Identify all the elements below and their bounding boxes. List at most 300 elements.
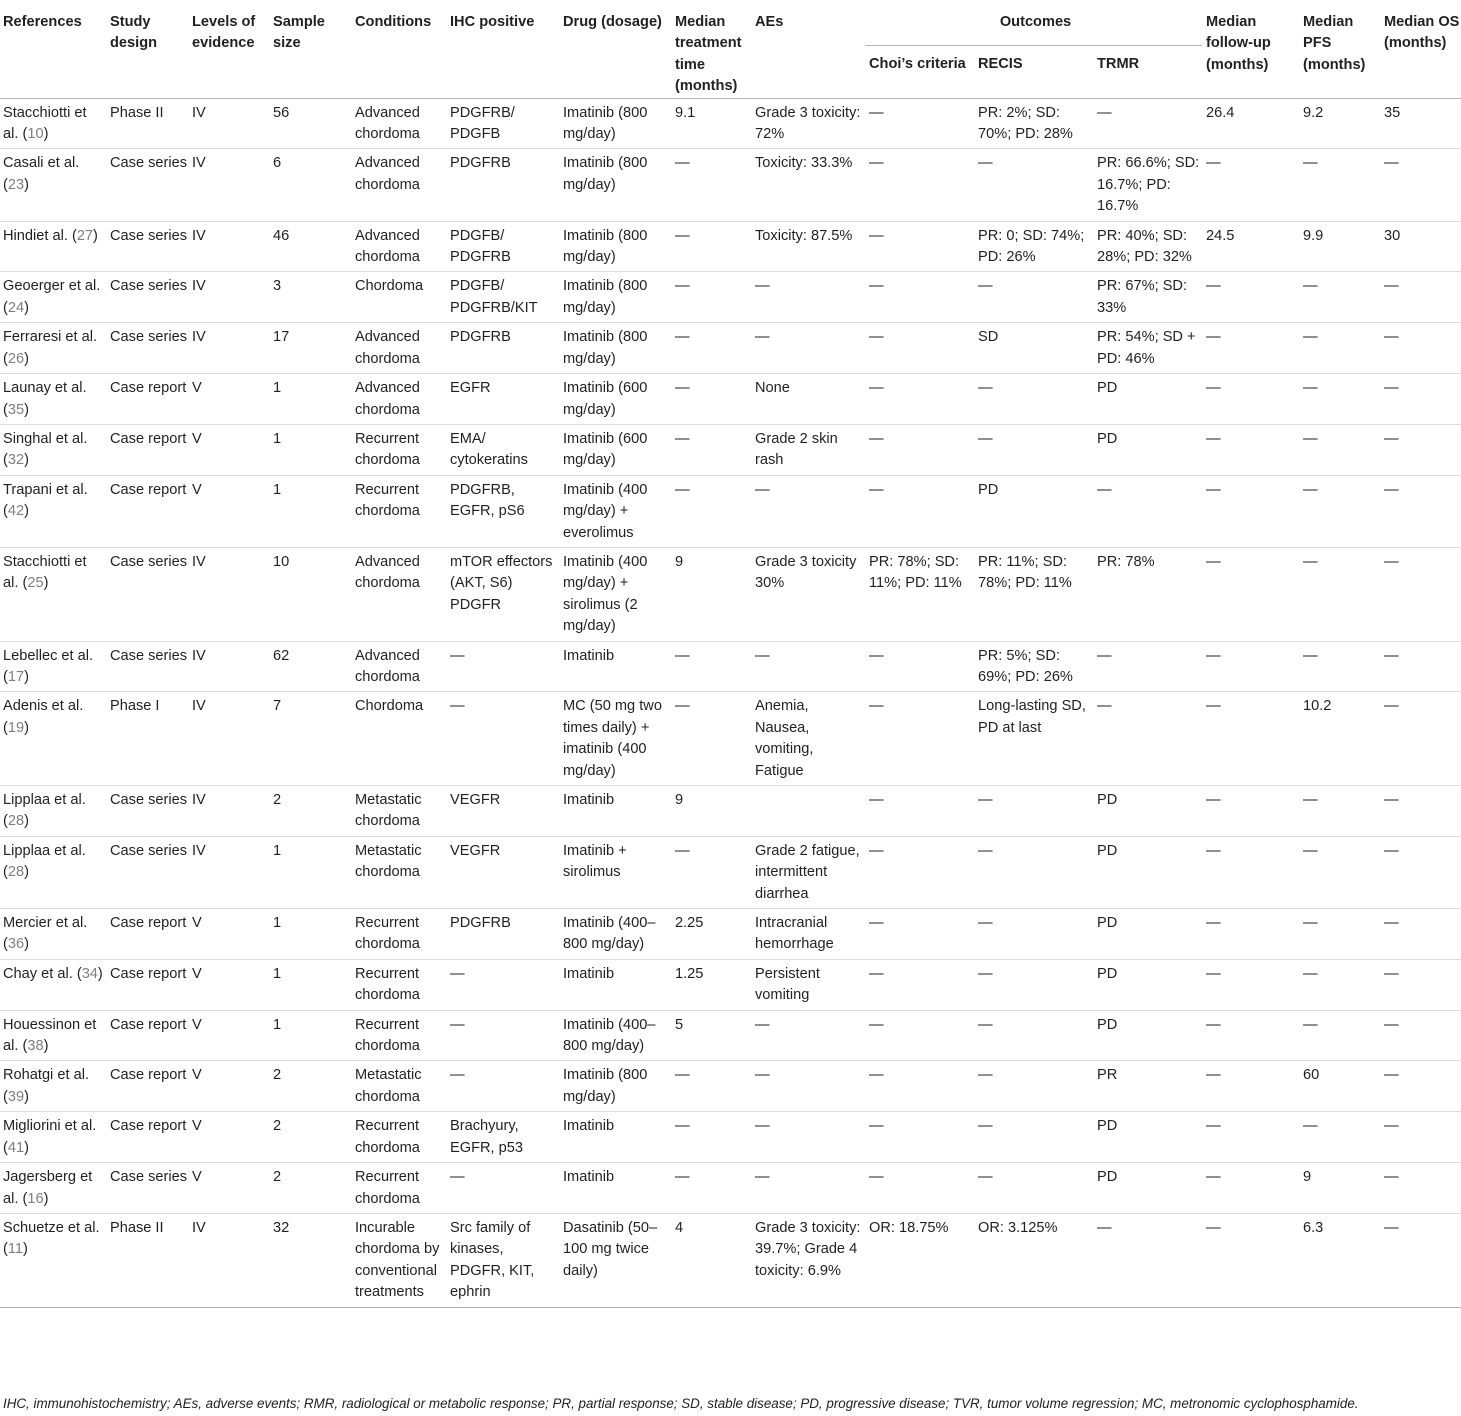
- cell-recis: SD: [978, 329, 999, 346]
- cell-study-design: Phase II: [110, 1219, 164, 1236]
- cell-median-follow-up: —: [1206, 1067, 1221, 1084]
- cell-median-treatment-time: —: [675, 1169, 690, 1186]
- cell-drug-dosage: Imatinib (400–800 mg/day): [563, 915, 656, 953]
- cell-ihc-positive: VEGFR: [450, 792, 501, 808]
- table-row: [0, 323, 1461, 374]
- cell-median-treatment-time: —: [675, 481, 690, 498]
- cell-median-treatment-time: —: [675, 842, 690, 859]
- cell-level-of-evidence: V: [192, 915, 202, 932]
- cell-median-follow-up: —: [1206, 278, 1221, 295]
- cell-trmr: —: [1097, 698, 1112, 715]
- cell-trmr: PD: [1097, 430, 1118, 447]
- reference-author: Casali et al. (: [3, 155, 80, 193]
- cell-median-follow-up: —: [1206, 792, 1221, 808]
- cell-recis: PD: [978, 481, 999, 498]
- cell-adverse-events: Grade 3 toxicity 30%: [755, 553, 857, 592]
- cell-drug-dosage: Imatinib: [563, 647, 615, 664]
- cell-median-os: —: [1384, 965, 1399, 982]
- cell-sample-size: 1: [273, 481, 282, 498]
- cell-level-of-evidence: IV: [192, 842, 206, 859]
- cell-choi-criteria: —: [869, 104, 884, 121]
- cell-adverse-events: —: [755, 1016, 770, 1033]
- cell-sample-size: 2: [273, 1169, 282, 1186]
- cell-level-of-evidence: V: [192, 965, 202, 982]
- cell-study-design: Case report: [110, 1067, 187, 1084]
- cell-level-of-evidence: IV: [192, 792, 206, 808]
- table-row: [0, 424, 1461, 475]
- cell-study-design: Case report: [110, 915, 187, 932]
- cell-median-treatment-time: —: [675, 155, 690, 172]
- cell-level-of-evidence: V: [192, 481, 202, 498]
- cell-median-pfs: —: [1303, 329, 1318, 346]
- cell-median-os: 35: [1384, 104, 1401, 121]
- cell-condition: Advanced chordoma: [355, 155, 420, 193]
- cell-median-follow-up: —: [1206, 915, 1221, 932]
- cell-choi-criteria: —: [869, 965, 884, 982]
- cell-condition: Advanced chordoma: [355, 553, 420, 592]
- cell-choi-criteria: —: [869, 227, 884, 244]
- cell-sample-size: 2: [273, 792, 282, 808]
- cell-study-design: Case report: [110, 430, 187, 447]
- cell-recis: PR: 0; SD: 74%; PD: 26%: [978, 227, 1085, 266]
- cell-median-follow-up: —: [1206, 842, 1221, 859]
- reference-close-paren: ): [97, 965, 103, 982]
- cell-choi-criteria: —: [869, 792, 884, 808]
- table-row: [0, 692, 1461, 786]
- cell-recis: —: [978, 842, 993, 859]
- cell-adverse-events: Toxicity: 33.3%: [755, 155, 853, 172]
- cell-median-pfs: —: [1303, 647, 1318, 664]
- cell-median-pfs: —: [1303, 1118, 1318, 1135]
- table-row: [0, 836, 1461, 908]
- reference-author: Ferraresi et al. (: [3, 329, 98, 367]
- cell-median-follow-up: —: [1206, 1219, 1221, 1236]
- cell-level-of-evidence: IV: [192, 278, 206, 295]
- cell-median-os: —: [1384, 792, 1399, 808]
- cell-drug-dosage: Imatinib (800 mg/day): [563, 104, 648, 143]
- cell-adverse-events: —: [755, 1067, 770, 1084]
- cell-condition: Recurrent chordoma: [355, 1169, 420, 1207]
- cell-drug-dosage: Imatinib (600 mg/day): [563, 380, 648, 418]
- cell-choi-criteria: —: [869, 481, 884, 498]
- cell-condition: Recurrent chordoma: [355, 481, 420, 520]
- cell-reference: [0, 641, 106, 692]
- reference-number-link[interactable]: 17: [7, 668, 25, 685]
- cell-reference: [0, 149, 106, 221]
- cell-median-pfs: 9.9: [1303, 227, 1324, 244]
- cell-trmr: PR: 54%; SD + PD: 46%: [1097, 329, 1196, 367]
- cell-adverse-events: —: [755, 481, 770, 498]
- cell-sample-size: 3: [273, 278, 282, 295]
- reference-author: Stacchiotti et al. (: [3, 104, 87, 143]
- cell-median-follow-up: —: [1206, 1016, 1221, 1033]
- cell-level-of-evidence: V: [192, 1016, 202, 1033]
- cell-ihc-positive: —: [450, 965, 465, 982]
- cell-level-of-evidence: IV: [192, 227, 206, 244]
- cell-study-design: Case series: [110, 842, 188, 859]
- cell-level-of-evidence: V: [192, 1169, 202, 1186]
- cell-recis: PR: 2%; SD: 70%; PD: 28%: [978, 104, 1073, 143]
- cell-median-treatment-time: —: [675, 430, 690, 447]
- reference-author: Chay et al. (: [3, 965, 82, 982]
- cell-trmr: PD: [1097, 1118, 1118, 1135]
- reference-number-link[interactable]: 24: [7, 299, 25, 316]
- table-header: [0, 4, 1461, 98]
- cell-recis: PR: 11%; SD: 78%; PD: 11%: [978, 553, 1072, 592]
- cell-trmr: PD: [1097, 915, 1118, 932]
- table-row: [0, 786, 1461, 837]
- cell-choi-criteria: —: [869, 915, 884, 932]
- cell-sample-size: 2: [273, 1118, 282, 1135]
- cell-trmr: PD: [1097, 380, 1118, 397]
- reference-author: Launay et al. (: [3, 380, 87, 418]
- cell-reference: [0, 98, 106, 149]
- cell-adverse-events: Toxicity: 87.5%: [755, 227, 853, 244]
- cell-sample-size: 1: [273, 430, 282, 447]
- cell-reference: [0, 909, 106, 960]
- cell-ihc-positive: EGFR: [450, 380, 491, 397]
- cell-median-follow-up: —: [1206, 553, 1221, 570]
- reference-number-link[interactable]: 27: [76, 227, 94, 244]
- cell-median-pfs: 9.2: [1303, 104, 1324, 121]
- reference-author: Singhal et al. (: [3, 430, 88, 469]
- cell-median-pfs: —: [1303, 915, 1318, 932]
- cell-trmr: —: [1097, 104, 1112, 121]
- cell-median-os: —: [1384, 553, 1399, 570]
- cell-ihc-positive: Brachyury, EGFR, p53: [450, 1118, 523, 1156]
- cell-trmr: —: [1097, 481, 1112, 498]
- reference-author: Geoerger et al. (: [3, 278, 101, 316]
- cell-median-os: —: [1384, 329, 1399, 346]
- reference-close-paren: ): [24, 452, 29, 469]
- reference-close-paren: ): [24, 401, 29, 418]
- cell-drug-dosage: Imatinib (800 mg/day): [563, 278, 648, 316]
- cell-sample-size: 7: [273, 698, 282, 715]
- cell-median-treatment-time: 9: [675, 792, 684, 808]
- cell-study-design: Case series: [110, 647, 188, 664]
- cell-choi-criteria: —: [869, 1118, 884, 1135]
- reference-close-paren: ): [24, 864, 29, 881]
- reference-close-paren: ): [24, 668, 29, 685]
- cell-median-treatment-time: 2.25: [675, 915, 704, 932]
- reference-number-link[interactable]: 32: [7, 452, 25, 469]
- cell-median-pfs: —: [1303, 430, 1318, 447]
- cell-sample-size: 62: [273, 647, 290, 664]
- cell-reference: [0, 547, 106, 641]
- cell-level-of-evidence: IV: [192, 553, 206, 570]
- cell-sample-size: 1: [273, 380, 282, 397]
- cell-ihc-positive: PDGFB/ PDGFRB/KIT: [450, 278, 538, 316]
- cell-median-follow-up: —: [1206, 1169, 1221, 1186]
- cell-trmr: PR: [1097, 1067, 1118, 1084]
- cell-median-os: —: [1384, 647, 1399, 664]
- cell-choi-criteria: —: [869, 1067, 884, 1084]
- cell-choi-criteria: —: [869, 647, 884, 664]
- reference-number-link[interactable]: 42: [7, 503, 25, 520]
- reference-number-link[interactable]: 23: [7, 176, 25, 193]
- table-row: [0, 1213, 1461, 1307]
- cell-study-design: Case series: [110, 792, 188, 808]
- cell-median-pfs: —: [1303, 553, 1318, 570]
- cell-trmr: PD: [1097, 965, 1118, 982]
- cell-adverse-events: —: [755, 1118, 770, 1135]
- cell-median-follow-up: 26.4: [1206, 104, 1235, 121]
- header-choi-criteria: Choi’s criteria: [869, 55, 966, 72]
- cell-median-treatment-time: 1.25: [675, 965, 704, 982]
- cell-median-os: —: [1384, 1016, 1399, 1033]
- cell-drug-dosage: Imatinib (800 mg/day): [563, 1067, 648, 1105]
- table-row: [0, 547, 1461, 641]
- cell-median-pfs: 6.3: [1303, 1219, 1324, 1236]
- reference-number-link[interactable]: 10: [27, 126, 44, 143]
- cell-study-design: Case series: [110, 278, 188, 295]
- cell-ihc-positive: —: [450, 1016, 465, 1033]
- cell-drug-dosage: Imatinib: [563, 1118, 615, 1135]
- cell-condition: Advanced chordoma: [355, 647, 420, 685]
- cell-adverse-events: —: [755, 329, 770, 346]
- reference-close-paren: ): [24, 299, 29, 316]
- cell-study-design: Case report: [110, 965, 187, 982]
- cell-condition: Advanced chordoma: [355, 104, 420, 143]
- cell-ihc-positive: —: [450, 1067, 465, 1084]
- table-footnote: IHC, immunohistochemistry; AEs, adverse events; RMR, radiological or metabolic response; PR, partial response; SD, stable disease; PD, progressive disease; TVR, tumor volume regression; MC, metronomic cyclophosphamide.: [3, 1396, 1359, 1411]
- cell-median-treatment-time: 4: [675, 1219, 684, 1236]
- cell-trmr: PR: 67%; SD: 33%: [1097, 278, 1188, 316]
- cell-reference: [0, 1112, 106, 1163]
- header-median-follow-up: Median follow-up (months): [1206, 14, 1271, 73]
- cell-recis: —: [978, 1016, 993, 1033]
- cell-adverse-events: Anemia, Nausea, vomiting, Fatigue: [755, 698, 814, 779]
- cell-median-os: 30: [1384, 227, 1401, 244]
- cell-study-design: Case report: [110, 1016, 187, 1033]
- cell-adverse-events: Grade 2 fatigue, intermittent diarrhea: [755, 842, 860, 902]
- cell-sample-size: 1: [273, 965, 282, 982]
- cell-reference: [0, 692, 106, 786]
- cell-reference: [0, 424, 106, 475]
- cell-reference: [0, 475, 106, 547]
- cell-recis: OR: 3.125%: [978, 1219, 1058, 1236]
- cell-study-design: Case series: [110, 1169, 188, 1186]
- cell-condition: Chordoma: [355, 278, 424, 295]
- cell-reference: [0, 1061, 106, 1112]
- cell-drug-dosage: Imatinib: [563, 1169, 615, 1186]
- cell-adverse-events: —: [755, 278, 770, 295]
- cell-median-treatment-time: —: [675, 698, 690, 715]
- cell-level-of-evidence: IV: [192, 647, 206, 664]
- cell-median-follow-up: —: [1206, 481, 1221, 498]
- cell-median-os: —: [1384, 380, 1399, 397]
- cell-median-os: —: [1384, 1118, 1399, 1135]
- cell-drug-dosage: MC (50 mg two times daily) + imatinib (400 mg/day): [563, 698, 662, 779]
- reference-number-link[interactable]: 16: [27, 1190, 44, 1207]
- reference-author: Stacchiotti et al. (: [3, 553, 87, 592]
- reference-close-paren: ): [23, 1241, 28, 1258]
- cell-median-treatment-time: —: [675, 278, 690, 295]
- cell-level-of-evidence: V: [192, 430, 202, 447]
- cell-median-os: —: [1384, 430, 1399, 447]
- cell-recis: —: [978, 278, 993, 295]
- cell-choi-criteria: —: [869, 842, 884, 859]
- reference-author: Adenis et al. (: [3, 698, 84, 736]
- cell-sample-size: 56: [273, 104, 290, 121]
- reference-close-paren: ): [43, 1038, 49, 1055]
- cell-level-of-evidence: V: [192, 380, 202, 397]
- reference-close-paren: ): [24, 1088, 29, 1105]
- reference-author: Rohatgi et al. (: [3, 1067, 89, 1105]
- cell-ihc-positive: —: [450, 1169, 465, 1186]
- cell-trmr: PD: [1097, 1169, 1118, 1186]
- cell-choi-criteria: —: [869, 155, 884, 172]
- table-row: [0, 959, 1461, 1010]
- cell-adverse-events: —: [755, 647, 770, 664]
- cell-level-of-evidence: V: [192, 1118, 202, 1135]
- table-row: [0, 374, 1461, 425]
- cell-median-pfs: —: [1303, 842, 1318, 859]
- header-trmr: TRMR: [1097, 55, 1140, 72]
- reference-author: Migliorini et al. (: [3, 1118, 97, 1156]
- header-conditions: Conditions: [355, 14, 432, 30]
- header-ihc-positive: IHC positive: [450, 14, 535, 30]
- cell-recis: Long-lasting SD, PD at last: [978, 698, 1086, 736]
- cell-condition: Advanced chordoma: [355, 227, 420, 266]
- cell-reference: [0, 1163, 106, 1214]
- header-median-treatment-time: Median treatment time (months): [675, 14, 742, 95]
- reference-number-link[interactable]: 19: [7, 719, 25, 736]
- cell-trmr: PD: [1097, 1016, 1118, 1033]
- cell-condition: Recurrent chordoma: [355, 1118, 420, 1156]
- reference-close-paren: ): [43, 126, 49, 143]
- cell-adverse-events: —: [755, 1169, 770, 1186]
- cell-recis: —: [978, 792, 993, 808]
- cell-sample-size: 6: [273, 155, 282, 172]
- cell-level-of-evidence: V: [192, 1067, 202, 1084]
- cell-sample-size: 32: [273, 1219, 290, 1236]
- cell-median-os: —: [1384, 481, 1399, 498]
- cell-median-pfs: —: [1303, 965, 1318, 982]
- cell-reference: [0, 836, 106, 908]
- cell-choi-criteria: —: [869, 380, 884, 397]
- reference-author: Lebellec et al. (: [3, 647, 94, 685]
- cell-condition: Metastatic chordoma: [355, 1067, 422, 1105]
- reference-number-link[interactable]: 25: [27, 575, 44, 592]
- cell-drug-dosage: Imatinib (800 mg/day): [563, 329, 648, 367]
- reference-number-link[interactable]: 41: [7, 1139, 25, 1156]
- reference-number-link[interactable]: 39: [7, 1088, 25, 1105]
- header-recis: RECIS: [978, 55, 1023, 72]
- cell-median-treatment-time: —: [675, 380, 690, 397]
- cell-median-follow-up: —: [1206, 698, 1221, 715]
- reference-number-link[interactable]: 26: [7, 350, 25, 367]
- cell-reference: [0, 1010, 106, 1061]
- reference-number-link[interactable]: 36: [7, 936, 25, 953]
- header-study-design: Study design: [110, 14, 158, 52]
- cell-condition: Recurrent chordoma: [355, 430, 420, 469]
- reference-close-paren: ): [24, 1139, 29, 1156]
- cell-reference: [0, 323, 106, 374]
- cell-ihc-positive: —: [450, 647, 465, 664]
- cell-reference: [0, 374, 106, 425]
- cell-drug-dosage: Imatinib (800 mg/day): [563, 227, 648, 266]
- cell-study-design: Case series: [110, 329, 188, 346]
- header-drug-dosage: Drug (dosage): [563, 14, 662, 30]
- table-row: [0, 1112, 1461, 1163]
- cell-adverse-events: Persistent vomiting: [755, 965, 820, 1004]
- table-row: [0, 909, 1461, 960]
- cell-drug-dosage: Imatinib: [563, 965, 615, 982]
- cell-median-follow-up: —: [1206, 647, 1221, 664]
- cell-median-pfs: 9: [1303, 1169, 1312, 1186]
- cell-median-os: —: [1384, 842, 1399, 859]
- header-sample-size: Sample size: [273, 14, 325, 52]
- header-outcomes: Outcomes: [865, 4, 1202, 45]
- cell-trmr: —: [1097, 1219, 1112, 1236]
- reference-number-link[interactable]: 35: [7, 401, 25, 418]
- cell-sample-size: 1: [273, 915, 282, 932]
- reference-close-paren: ): [24, 176, 29, 193]
- cell-sample-size: 2: [273, 1067, 282, 1084]
- header-median-pfs: Median PFS (months): [1303, 14, 1366, 73]
- cell-condition: Recurrent chordoma: [355, 915, 420, 953]
- cell-level-of-evidence: IV: [192, 1219, 206, 1236]
- cell-median-os: —: [1384, 698, 1399, 715]
- cell-recis: —: [978, 430, 993, 447]
- cell-ihc-positive: PDGFRB: [450, 915, 511, 932]
- cell-choi-criteria: —: [869, 1169, 884, 1186]
- cell-adverse-events: Grade 2 skin rash: [755, 430, 838, 469]
- cell-sample-size: 46: [273, 227, 290, 244]
- table-row: [0, 1061, 1461, 1112]
- cell-median-follow-up: —: [1206, 1118, 1221, 1135]
- cell-median-pfs: —: [1303, 792, 1318, 808]
- cell-choi-criteria: —: [869, 430, 884, 447]
- reference-number-link[interactable]: 11: [7, 1241, 24, 1258]
- cell-ihc-positive: mTOR effectors (AKT, S6) PDGFR: [450, 553, 553, 613]
- header-median-os: Median OS (months): [1384, 14, 1460, 52]
- cell-median-pfs: —: [1303, 278, 1318, 295]
- cell-adverse-events: Intracranial hemorrhage: [755, 915, 834, 953]
- cell-choi-criteria: —: [869, 329, 884, 346]
- reference-author: Jagersberg et al. (: [3, 1169, 93, 1207]
- cell-reference: [0, 959, 106, 1010]
- cell-median-pfs: 10.2: [1303, 698, 1332, 715]
- cell-drug-dosage: Imatinib + sirolimus: [563, 842, 627, 881]
- cell-drug-dosage: Imatinib (800 mg/day): [563, 155, 648, 193]
- reference-close-paren: ): [24, 350, 29, 367]
- table-row: [0, 1010, 1461, 1061]
- reference-number-link[interactable]: 34: [81, 965, 98, 982]
- header-references: References: [3, 14, 82, 30]
- cell-drug-dosage: Imatinib (400 mg/day) + everolimus: [563, 481, 648, 541]
- table-row: [0, 1163, 1461, 1214]
- cell-recis: —: [978, 1067, 993, 1084]
- cell-ihc-positive: PDGFRB/ PDGFB: [450, 104, 515, 143]
- cell-ihc-positive: VEGFR: [450, 842, 501, 859]
- cell-study-design: Case series: [110, 155, 188, 172]
- cell-drug-dosage: Imatinib: [563, 792, 615, 808]
- cell-median-treatment-time: —: [675, 227, 690, 244]
- cell-median-treatment-time: 5: [675, 1016, 684, 1033]
- cell-median-treatment-time: —: [675, 647, 690, 664]
- reference-number-link[interactable]: 28: [7, 813, 25, 830]
- reference-number-link[interactable]: 28: [7, 864, 25, 881]
- cell-median-treatment-time: —: [675, 329, 690, 346]
- cell-median-os: —: [1384, 1067, 1399, 1084]
- reference-author: Lipplaa et al. (: [3, 842, 86, 881]
- cell-level-of-evidence: IV: [192, 104, 206, 121]
- cell-median-os: —: [1384, 1219, 1399, 1236]
- cell-condition: Recurrent chordoma: [355, 1016, 420, 1055]
- reference-number-link[interactable]: 38: [27, 1038, 44, 1055]
